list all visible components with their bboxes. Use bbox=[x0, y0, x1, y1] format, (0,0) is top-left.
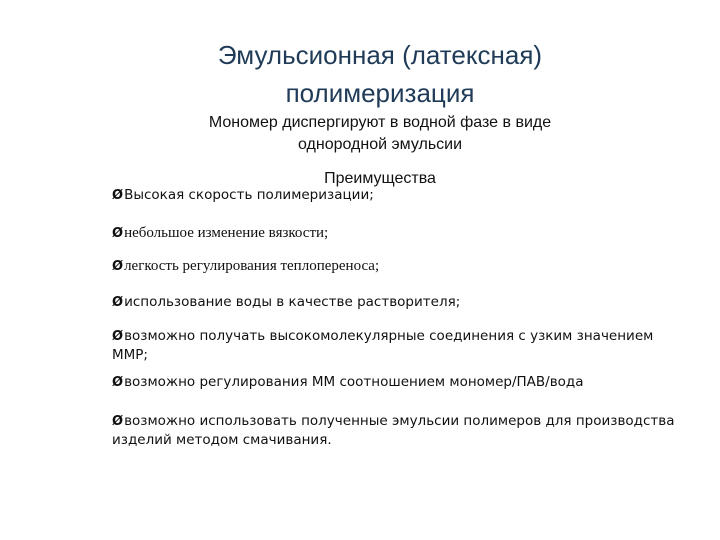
advantages-heading: Преимущества bbox=[324, 170, 436, 187]
advantage-text: легкость регулирования теплопереноса; bbox=[124, 258, 380, 274]
arrow-bullet-icon: Ø bbox=[112, 329, 124, 344]
advantage-item bbox=[112, 412, 682, 450]
advantage-item bbox=[112, 373, 682, 392]
subtitle-line-1: Мономер диспергируют в водной фазе в виде bbox=[208, 114, 552, 131]
arrow-bullet-icon: Ø bbox=[112, 259, 124, 274]
advantage-text: Высокая скорость полимеризации; bbox=[124, 187, 374, 203]
slide-title bbox=[150, 36, 610, 112]
slide-title-line-1: Эмульсионная (латексная) bbox=[217, 40, 543, 70]
arrow-bullet-icon: Ø bbox=[112, 226, 124, 241]
advantage-item bbox=[112, 293, 682, 312]
advantage-item bbox=[112, 327, 682, 365]
advantage-text: использование воды в качестве растворителя; bbox=[124, 294, 461, 310]
subtitle-line-2: однородной эмульсии bbox=[297, 136, 463, 153]
slide-subtitle bbox=[160, 112, 600, 156]
arrow-bullet-icon: Ø bbox=[112, 188, 124, 203]
advantage-text: возможно использовать полученные эмульсии полимеров для производства изделий методом смачивания. bbox=[112, 413, 675, 448]
slide-title-line-2: полимеризация bbox=[285, 78, 475, 108]
advantage-text: возможно получать высокомолекулярные соединения с узким значением ММР; bbox=[112, 328, 654, 363]
advantage-item bbox=[112, 257, 682, 276]
advantage-item bbox=[112, 224, 682, 243]
arrow-bullet-icon: Ø bbox=[112, 375, 124, 390]
advantage-text: небольшое изменение вязкости; bbox=[124, 225, 329, 241]
advantage-text: возможно регулирования ММ соотношением мономер/ПАВ/вода bbox=[124, 374, 584, 390]
arrow-bullet-icon: Ø bbox=[112, 414, 124, 429]
arrow-bullet-icon: Ø bbox=[112, 295, 124, 310]
advantage-item bbox=[112, 186, 682, 205]
